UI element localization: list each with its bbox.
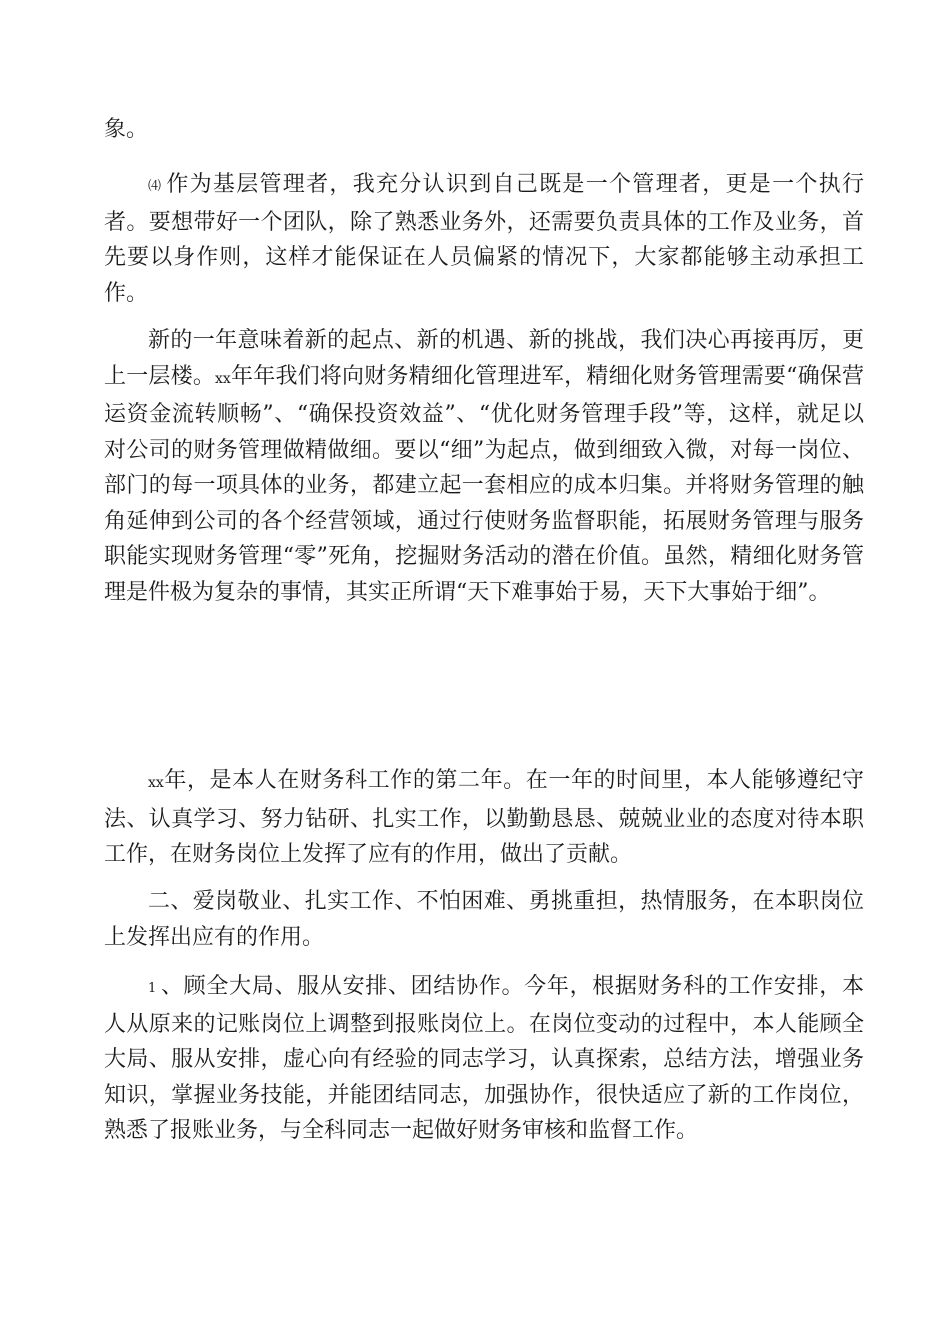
paragraph-text: 年年我们将向财务精细化管理进军，精细化财务管理需要“确保营运资金流转顺畅”、“确保投资效益”、“优化财务管理手段”等，这样，就足以对公司的财务管理做精做细。要以“细”为起点，做到细致入微，对每一岗位、部门的每一项具体的业务，都建立起一套相应的成本归集。并将财务管理的触角延伸到公司的各个经营领域，通过行使财务监督职能，拓展财务管理与服务职能实现财务管理“零”死角，挖掘财务活动的潜在价值。虽然，精细化财务管理是件极为复杂的事情，其实正所谓“天下难事始于易，天下大事始于细”。: [104, 363, 864, 605]
paragraph-text: 年，是本人在财务科工作的第二年。在一年的时间里，本人能够遵纪守法、认真学习、努力钻研、扎实工作，以勤勤恳恳、兢兢业业的态度对待本职工作，在财务岗位上发挥了应有的作用，做出了贡献。: [104, 768, 864, 867]
paragraph-continuation: 象。: [104, 117, 149, 142]
item-marker: ⑷: [148, 179, 163, 194]
item-marker: 1: [148, 981, 157, 996]
paragraph-item-1: [104, 969, 864, 1149]
paragraph-intro: [104, 763, 864, 873]
paragraph-new-year: [104, 323, 864, 610]
year-placeholder: xx: [215, 370, 231, 387]
section-heading-two: 二、爱岗敬业、扎实工作、不怕困难、勇挑重担，热情服务，在本职岗位上发挥出应有的作用。: [104, 889, 864, 950]
paragraph-item-4: [104, 167, 864, 311]
year-placeholder: xx: [148, 775, 164, 791]
paragraph-text: 、顾全大局、服从安排、团结协作。今年，根据财务科的工作安排，本人从原来的记账岗位上调整到报账岗位上。在岗位变动的过程中，本人能顾全大局、服从安排，虚心向有经验的同志学习，认真探索，总结方法，增强业务知识，掌握业务技能，并能团结同志，加强协作，很快适应了新的工作岗位，熟悉了报账业务，与全科同志一起做好财务审核和监督工作。: [104, 974, 864, 1143]
paragraph-text: 作为基层管理者，我充分认识到自己既是一个管理者，更是一个执行者。要想带好一个团队，除了熟悉业务外，还需要负责具体的工作及业务，首先要以身作则，这样才能保证在人员偏紧的情况下，大家都能够主动承担工作。: [104, 172, 864, 306]
paragraph-text: 新的一年意味着新的起点、新的机遇、新的挑战，我们决心再接再厉，更上一层楼。: [104, 328, 864, 389]
